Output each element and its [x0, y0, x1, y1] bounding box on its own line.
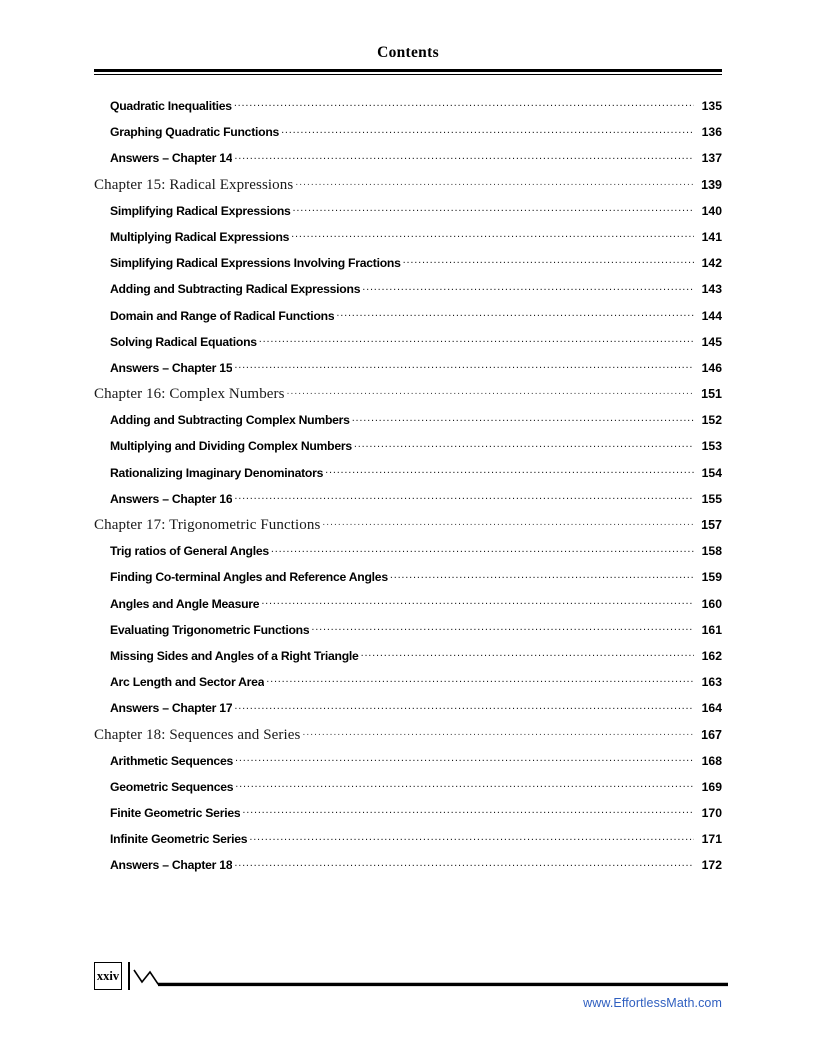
- toc-entry-page-number: 151: [701, 387, 722, 402]
- toc-entry-label: Answers – Chapter 16: [110, 491, 233, 506]
- toc-entry-label: Chapter 16: Complex Numbers: [94, 386, 285, 403]
- toc-entry-row[interactable]: [110, 356, 722, 382]
- website-link[interactable]: www.EffortlessMath.com: [583, 996, 722, 1010]
- toc-entry-label: Adding and Subtracting Complex Numbers: [110, 413, 350, 428]
- toc-entry-label: Domain and Range of Radical Functions: [110, 308, 335, 323]
- toc-entry-label: Multiplying Radical Expressions: [110, 229, 290, 244]
- dot-leader: [234, 356, 694, 372]
- dot-leader: [311, 618, 694, 634]
- toc-entry-page-number: 140: [701, 203, 722, 218]
- toc-entry-row[interactable]: [110, 487, 722, 513]
- toc-entry-page-number: 152: [701, 413, 722, 428]
- toc-entry-label: Missing Sides and Angles of a Right Triangle: [110, 648, 359, 663]
- dot-leader: [354, 434, 694, 450]
- toc-entry-page-number: 168: [701, 753, 722, 768]
- toc-entry-page-number: 137: [701, 151, 722, 166]
- toc-entry-row[interactable]: [110, 696, 722, 722]
- toc-entry-row[interactable]: [110, 670, 722, 696]
- toc-entry-label: Solving Radical Equations: [110, 334, 257, 349]
- toc-entry-label: Answers – Chapter 18: [110, 858, 233, 873]
- toc-chapter-row[interactable]: [94, 513, 722, 539]
- toc-entry-page-number: 160: [701, 596, 722, 611]
- toc-entry-page-number: 164: [701, 701, 722, 716]
- toc-entry-label: Angles and Angle Measure: [110, 596, 260, 611]
- toc-entry-page-number: 143: [701, 282, 722, 297]
- dot-leader: [261, 592, 694, 608]
- toc-entry-label: Finite Geometric Series: [110, 806, 241, 821]
- toc-entry-row[interactable]: [110, 565, 722, 591]
- toc-entry-page-number: 167: [701, 727, 722, 742]
- toc-entry-row[interactable]: [110, 618, 722, 644]
- toc-entry-row[interactable]: [110, 120, 722, 146]
- toc-entry-label: Answers – Chapter 14: [110, 151, 233, 166]
- page-number-label: xxiv: [96, 968, 120, 983]
- toc-entry-row[interactable]: [110, 225, 722, 251]
- toc-entry-page-number: 162: [701, 648, 722, 663]
- toc-entry-page-number: 157: [701, 518, 722, 532]
- toc-entry-label: Chapter 17: Trigonometric Functions: [94, 517, 321, 533]
- toc-entry-label: Chapter 15: Radical Expressions: [94, 176, 294, 193]
- toc-entry-page-number: 145: [701, 334, 722, 349]
- dot-leader: [234, 696, 694, 712]
- dot-leader: [336, 304, 694, 320]
- toc-entry-page-number: 163: [701, 675, 722, 690]
- toc-entry-page-number: 155: [701, 491, 722, 506]
- toc-entry-page-number: 172: [701, 858, 722, 873]
- dot-leader: [302, 723, 694, 739]
- dot-leader: [322, 513, 694, 529]
- dot-leader: [390, 565, 694, 581]
- toc-entry-row[interactable]: [110, 251, 722, 277]
- dot-leader: [266, 670, 694, 686]
- toc-entry-page-number: 159: [701, 570, 722, 585]
- toc-entry-page-number: 136: [701, 125, 722, 140]
- toc-entry-label: Quadratic Inequalities: [110, 99, 232, 113]
- toc-entry-label: Answers – Chapter 17: [110, 701, 233, 716]
- toc-entry-page-number: 139: [701, 177, 722, 192]
- dot-leader: [271, 539, 694, 555]
- toc-entry-label: Answers – Chapter 15: [110, 360, 233, 375]
- toc-entry-label: Geometric Sequences: [110, 779, 234, 794]
- toc-entry-row[interactable]: [110, 94, 722, 120]
- dot-leader: [242, 801, 694, 817]
- toc-entry-row[interactable]: [110, 592, 722, 618]
- dot-leader: [234, 146, 694, 162]
- toc-entry-row[interactable]: [110, 539, 722, 565]
- toc-entry-label: Arc Length and Sector Area: [110, 675, 265, 690]
- dot-leader: [291, 225, 694, 241]
- toc-entry-page-number: 146: [701, 360, 722, 375]
- dot-leader: [293, 199, 694, 215]
- toc-entry-page-number: 169: [701, 779, 722, 794]
- toc-entry-page-number: 144: [701, 308, 722, 323]
- toc-entry-row[interactable]: [110, 304, 722, 330]
- dot-leader: [234, 853, 694, 869]
- toc-entry-page-number: 153: [701, 439, 722, 454]
- dot-leader: [361, 644, 694, 660]
- footer-zigzag-rule: [132, 962, 728, 990]
- toc-entry-label: Arithmetic Sequences: [110, 753, 234, 768]
- dot-leader: [295, 173, 694, 189]
- toc-entry-page-number: 142: [701, 256, 722, 271]
- toc-entry-label: Trig ratios of General Angles: [110, 544, 269, 559]
- toc-entry-page-number: 154: [701, 465, 722, 480]
- dot-leader: [325, 461, 694, 477]
- toc-entry-row[interactable]: [110, 801, 722, 827]
- dot-leader: [287, 382, 694, 398]
- footer-vertical-bar: [128, 962, 130, 990]
- toc-entry-row[interactable]: [110, 749, 722, 775]
- dot-leader: [352, 408, 694, 424]
- toc-entry-row[interactable]: [110, 644, 722, 670]
- dot-leader: [235, 775, 694, 791]
- toc-entry-label: Multiplying and Dividing Complex Numbers: [110, 439, 352, 454]
- toc-entry-label: Evaluating Trigonometric Functions: [110, 622, 310, 637]
- toc-entry-row[interactable]: [110, 408, 722, 434]
- header-rule-thin: [94, 74, 722, 75]
- page-number-box: [94, 962, 122, 990]
- toc-chapter-row[interactable]: [94, 173, 722, 199]
- dot-leader: [234, 94, 694, 110]
- toc-chapter-row[interactable]: [94, 723, 722, 749]
- toc-entry-page-number: 135: [701, 99, 722, 113]
- toc-entry-row[interactable]: [110, 199, 722, 225]
- toc-entry-label: Graphing Quadratic Functions: [110, 125, 280, 140]
- toc-entry-label: Rationalizing Imaginary Denominators: [110, 465, 324, 480]
- toc-entry-page-number: 171: [701, 832, 722, 847]
- toc-entry-label: Simplifying Radical Expressions Involving Fractions: [110, 256, 401, 271]
- page-title: Contents: [377, 44, 439, 61]
- toc-entry-label: Infinite Geometric Series: [110, 832, 248, 847]
- toc-entry-row[interactable]: [110, 434, 722, 460]
- toc-entry-row[interactable]: [110, 853, 722, 879]
- dot-leader: [259, 330, 694, 346]
- toc-entry-label: Finding Co-terminal Angles and Reference Angles: [110, 570, 388, 585]
- dot-leader: [234, 487, 694, 503]
- dot-leader: [281, 120, 694, 136]
- toc-entry-label: Simplifying Radical Expressions: [110, 203, 291, 218]
- header-double-rule: [94, 69, 722, 75]
- toc-entry-row[interactable]: [110, 277, 722, 303]
- toc-entry-row[interactable]: [110, 330, 722, 356]
- dot-leader: [249, 827, 694, 843]
- toc-entry-row[interactable]: [110, 775, 722, 801]
- toc-entry-page-number: 158: [701, 544, 722, 559]
- toc-entry-label: Adding and Subtracting Radical Expressions: [110, 282, 361, 297]
- page-header: [94, 44, 722, 75]
- toc-entry-page-number: 141: [701, 229, 722, 244]
- dot-leader: [403, 251, 694, 267]
- dot-leader: [362, 277, 694, 293]
- toc-entry-page-number: 161: [701, 622, 722, 637]
- table-of-contents: [94, 94, 722, 880]
- toc-entry-label: Chapter 18: Sequences and Series: [94, 726, 301, 743]
- toc-entry-row[interactable]: [110, 827, 722, 853]
- toc-entry-page-number: 170: [701, 806, 722, 821]
- toc-chapter-row[interactable]: [94, 382, 722, 408]
- dot-leader: [235, 749, 694, 765]
- toc-entry-row[interactable]: [110, 461, 722, 487]
- toc-entry-row[interactable]: [110, 146, 722, 172]
